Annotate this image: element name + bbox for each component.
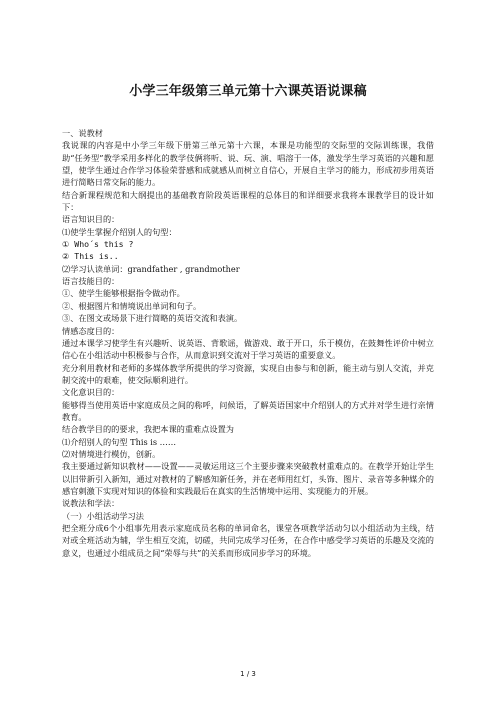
subheading: 情感态度目的： [62,325,120,336]
list-item: ⑴介绍别人的句型 This is …… [62,436,177,447]
paragraph: 通过本课学习使学生有兴趣听、说英语、背歌谣，做游戏、敢于开口，乐于模仿，在鼓舞性评价中树立信心在小组活动中积极参与合作，从而意识到交流对于学习英语的重要意义。 [62,337,434,361]
subheading: 文化意识目的： [62,387,120,398]
list-item: ⑵学习认读单词：grandfather , grandmother [62,263,240,274]
paragraph: 能够得当使用英语中家庭成员之间的称呼，问候语，了解英语国家中介绍别人的方式并对学生进行亲情教育。 [62,399,434,422]
paragraph: 结合教学目的的要求，我把本课的重难点设置为 [62,424,234,435]
list-item: ⑴使学生掌握介绍别人的句型： [62,226,177,237]
document-title: 小学三年级第三单元第十六课英语说课稿 [129,84,367,99]
page-number: 1 / 3 [240,670,256,678]
paragraph: 结合新课程规范和大纲提出的基础教育阶段英语课程的总体目的和详细要求我将本课教学目的设计如下： [62,189,434,213]
list-item: ② This is.. [62,251,119,262]
list-item: ①、使学生能够根据指令做动作。 [62,288,185,299]
paragraph: 充分利用教材和老师的多媒体教学所提供的学习资源，实现自由参与和创新，能主动与别人交流，并克制交流中的艰难，使交际顺利进行。 [62,362,434,385]
list-item: ②、根据图片和情境说出单词和句子。 [62,300,202,311]
list-item: ① Who´s this ? [62,239,134,250]
paragraph: 我主要通过新知识教材——设置——灵敏运用这三个主要步骤来突破教材重难点的。在教学开始让学生以旧带新引入新知，通过对教材的了解感知新任务，并在老师用红灯，头饰、图片、录音等多种媒介的感官刺激下实现对知识的体验和实践最后在真实的生活情境中运用、实现能力的开展。 [62,461,434,496]
paragraph: 把全班分成6个小组事先用表示家庭成员名称的单词命名，课堂各项教学活动匀以小组活动为主线，结对或全班活动为辅，学生相互交流，切磋，共同完成学习任务，在合作中感受学习英语的乐趣及交流的意义，也通过小组成员之间“荣辱与共”的关系而形成同步学习的环境。 [62,523,434,558]
subheading: （一）小组活动学习法 [62,510,144,521]
document-body [62,127,434,559]
list-item: ⑵对情境进行模仿，创新。 [62,448,161,459]
subheading: 语言技能目的： [62,276,120,287]
paragraph: 我说课的内容是中小学三年级下册第三单元第十六课，本课是功能型的交际型的交际训练课，我借助“任务型”教学采用多样化的教学伎俩将听、说、玩、演、唱溶于一体，激发学生学习英语的兴趣和愿望，使学生通过合作学习体验荣誉感和成就感从而树立自信心，开展自主学习的能力，形成初步用英语进行简略日常交际的能力。 [62,140,434,188]
list-item: ③、在图文或场景下进行简略的英语交流和表演。 [62,313,243,324]
section-heading: 一、说教材 [62,128,103,138]
subheading: 语言知识目的： [62,214,120,225]
subheading: 说教法和学法： [62,498,120,509]
